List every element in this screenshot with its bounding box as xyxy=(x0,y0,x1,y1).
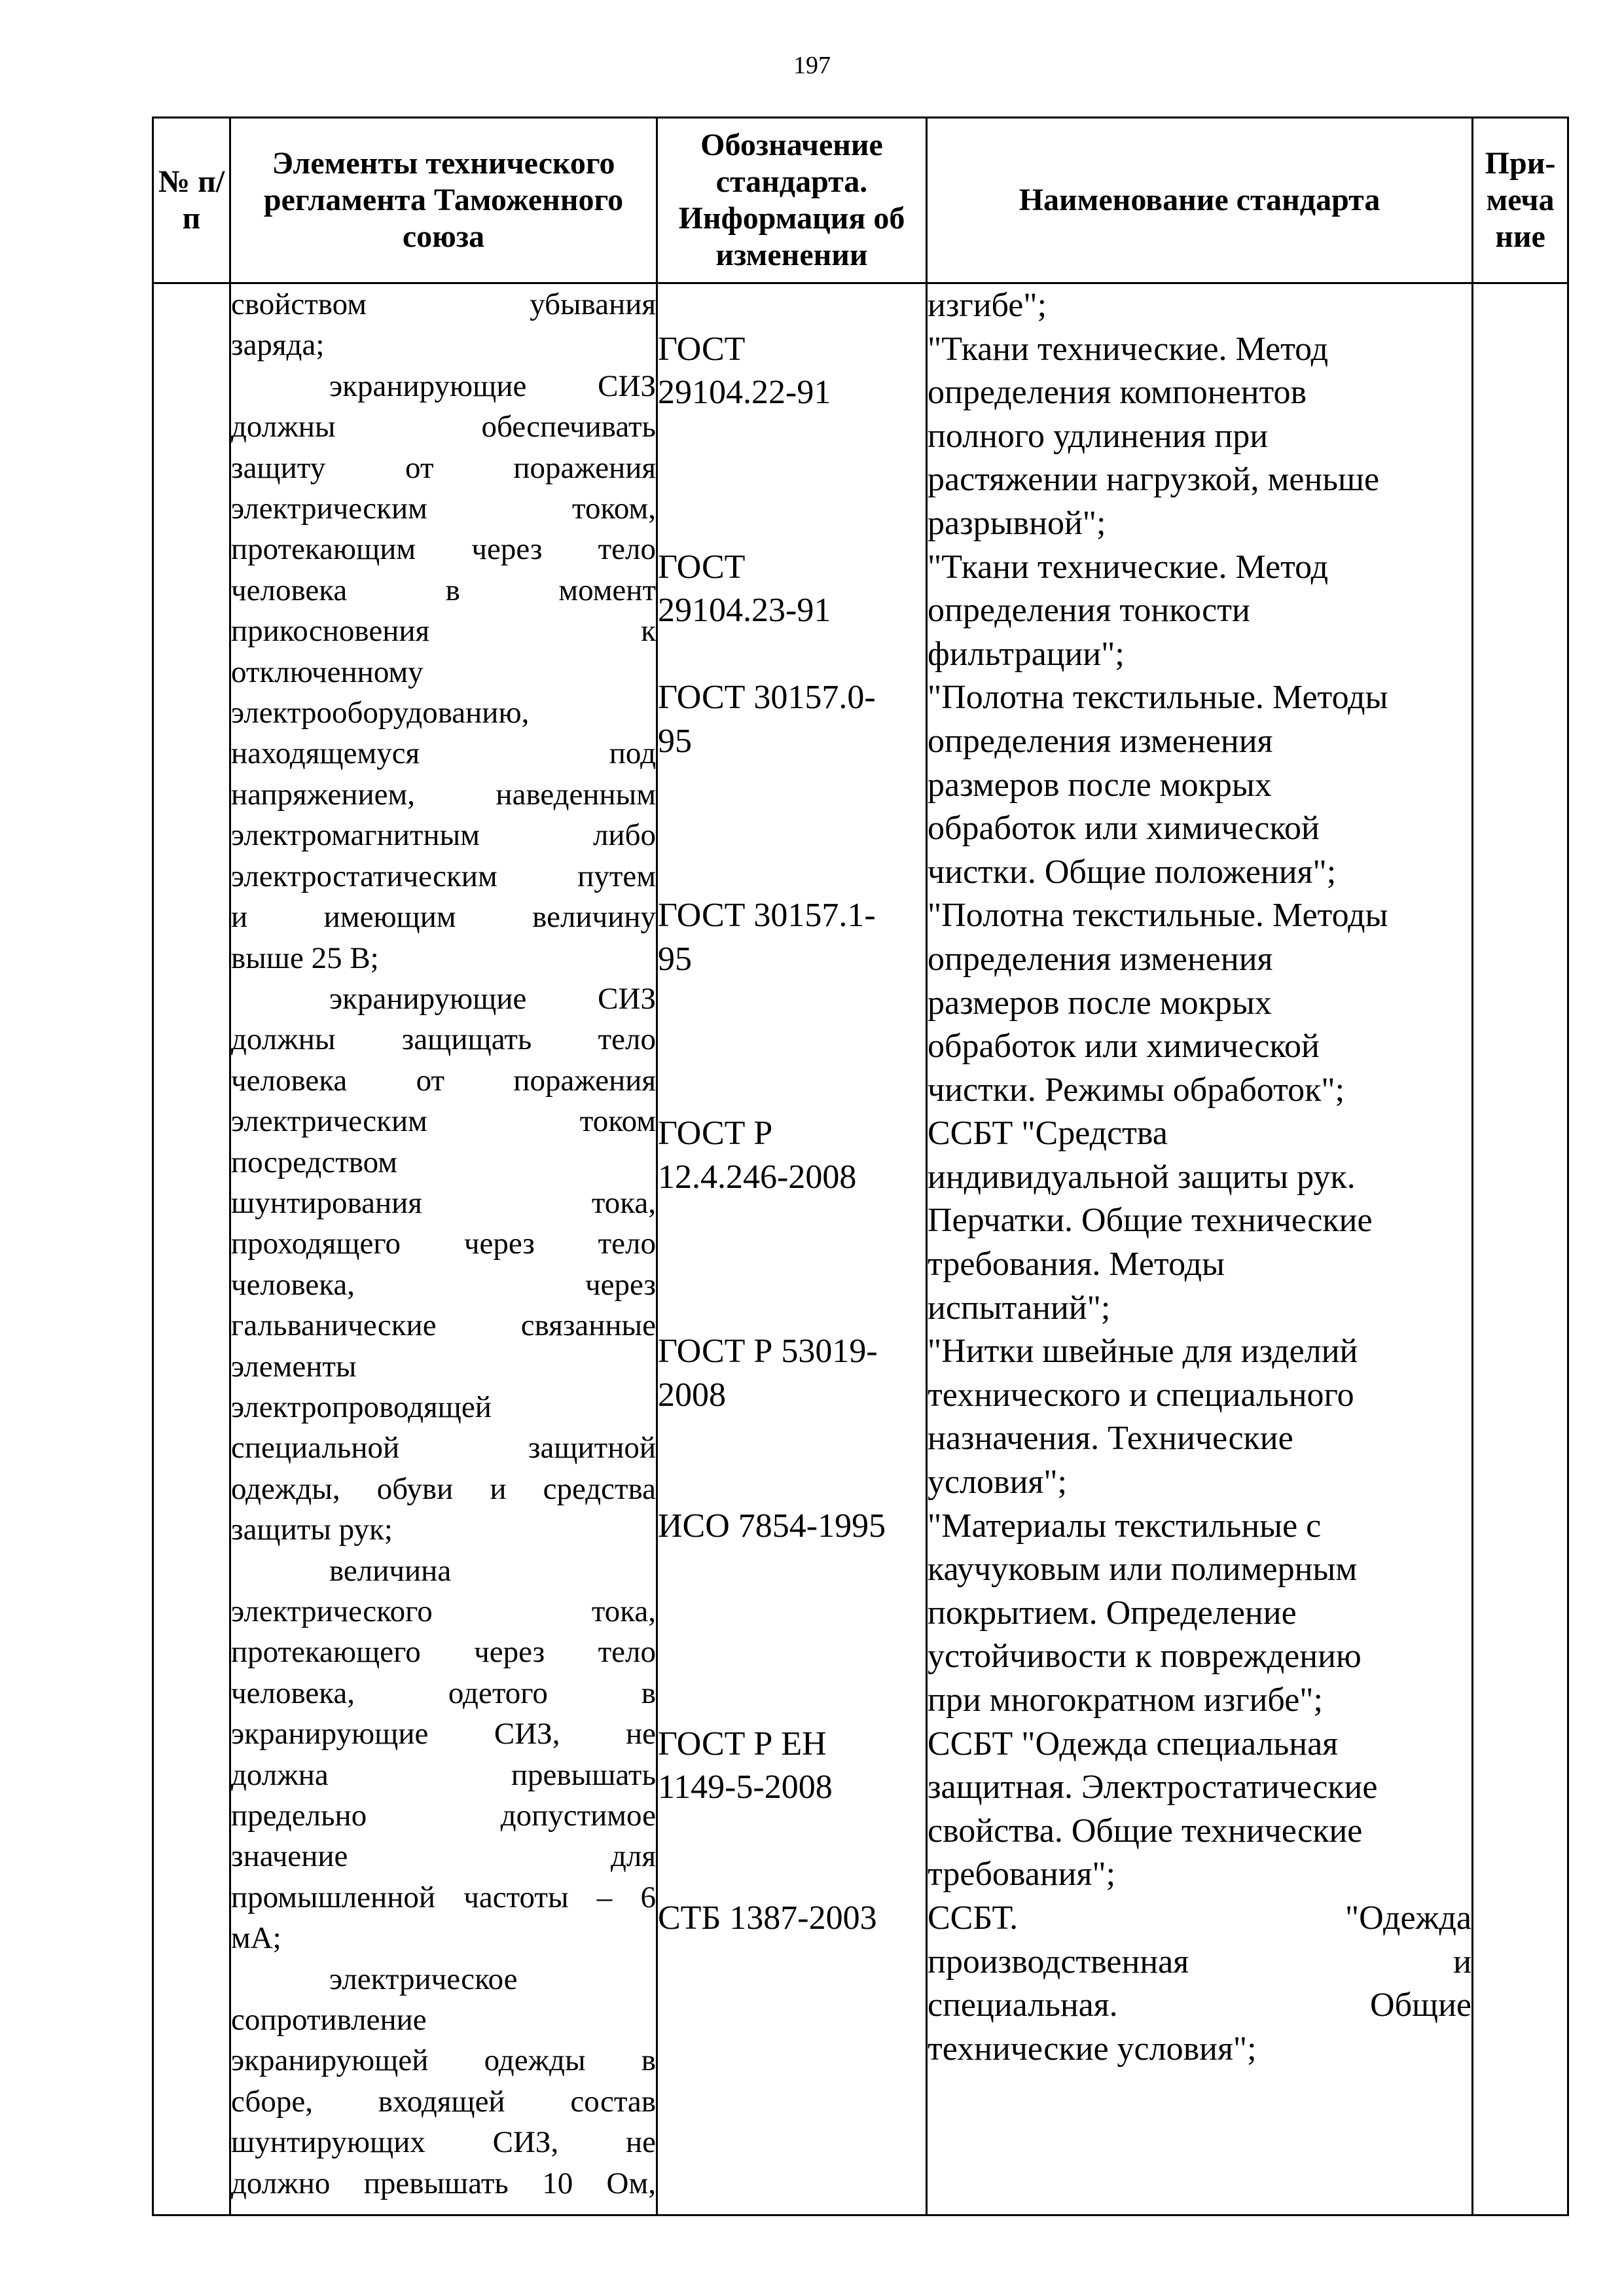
element-text-line: человека, одетого в xyxy=(231,1676,656,1710)
header-note: При-меча ние xyxy=(1473,118,1568,283)
designation-text-line: ГОСТ xyxy=(658,548,746,586)
designation-text-line: 95 xyxy=(658,722,692,760)
designation-group xyxy=(658,1723,926,1897)
name-text-line: устойчивости к повреждению xyxy=(928,1638,1362,1676)
designation-text-line: ГОСТ 30157.1- xyxy=(658,897,876,935)
element-text-line: экранирующей одежды в xyxy=(231,2043,656,2078)
designation-group xyxy=(658,546,926,677)
name-text-line: технического и специального xyxy=(928,1376,1354,1414)
name-text-line: "Материалы текстильные с xyxy=(928,1507,1322,1545)
element-text-line: свойством убывания xyxy=(231,287,656,321)
element-text-line: человека от поражения xyxy=(231,1063,656,1098)
element-text-line: электропроводящей xyxy=(231,1390,492,1424)
cell-designation xyxy=(657,283,927,2215)
name-text-line: "Полотна текстильные. Методы xyxy=(928,679,1388,717)
element-text-line: выше 25 В; xyxy=(231,941,379,975)
designation-group xyxy=(658,1897,926,2071)
name-text-line: Перчатки. Общие технические xyxy=(928,1202,1373,1240)
designation-text-line xyxy=(658,1984,926,2028)
name-group xyxy=(928,328,1471,546)
name-text-line: специальная. Общие xyxy=(928,1986,1471,2024)
cell-elements xyxy=(230,283,657,2215)
element-text-line: шунтирующих СИЗ, не xyxy=(231,2125,656,2160)
header-name: Наименование стандарта xyxy=(927,118,1473,283)
designation-spacer xyxy=(658,284,926,328)
name-text-line: при многократном изгибе"; xyxy=(928,1681,1323,1719)
name-text-line: требования. Методы xyxy=(928,1246,1225,1283)
name-text-line: изгибе"; xyxy=(928,287,1047,324)
header-designation: Обозначение стандарта. Информация об изменении xyxy=(657,118,927,283)
name-text-line: технические условия"; xyxy=(928,2030,1257,2068)
element-text-line: защиту от поражения xyxy=(231,450,656,485)
table-header-row xyxy=(153,118,1568,283)
element-text-line: проходящего через тело xyxy=(231,1227,656,1261)
designation-group xyxy=(658,676,926,894)
name-text-line: каучуковым или полимерным xyxy=(928,1551,1358,1588)
element-text-line: специальной защитной xyxy=(231,1431,656,1465)
element-text-line: гальванические связанные xyxy=(231,1308,656,1343)
element-text-line: сборе, входящей состав xyxy=(231,2084,656,2119)
designation-text-line xyxy=(658,458,926,502)
designation-text-line xyxy=(658,764,926,808)
name-text-line: "Нитки швейные для изделий xyxy=(928,1333,1358,1371)
name-text-line: защитная. Электростатические xyxy=(928,1768,1378,1806)
designation-text-line xyxy=(658,1548,926,1592)
designation-text-line: 12.4.246-2008 xyxy=(658,1158,857,1196)
element-text-line: находящемуся под xyxy=(231,736,656,771)
name-text-line: "Ткани технические. Метод xyxy=(928,548,1329,586)
name-text-line: свойства. Общие технические xyxy=(928,1812,1363,1850)
designation-text-line xyxy=(658,1461,926,1505)
name-text-line: ССБТ "Одежда специальная xyxy=(928,1725,1339,1763)
element-text-line: мА; xyxy=(231,1921,281,1956)
name-text-line: "Полотна текстильные. Методы xyxy=(928,897,1388,935)
designation-group xyxy=(658,328,926,546)
element-text-line: электрическим током, xyxy=(231,492,656,526)
designation-text-line xyxy=(658,1679,926,1723)
name-group xyxy=(928,1723,1471,1897)
name-text-line: условия"; xyxy=(928,1463,1068,1501)
element-text-line: электрооборудованию, xyxy=(231,696,530,730)
designation-group xyxy=(658,1505,926,1723)
element-text-line: заряда; xyxy=(231,328,325,363)
element-text-line: электростатическим путем xyxy=(231,859,656,893)
element-text-line: экранирующие СИЗ xyxy=(329,368,656,403)
designation-text-line xyxy=(658,502,926,546)
name-text-line: чистки. Общие положения"; xyxy=(928,853,1337,891)
name-text-line: полного удлинения при xyxy=(928,417,1269,455)
element-text-line: сопротивление xyxy=(231,2003,427,2037)
name-text-line: разрывной"; xyxy=(928,504,1106,542)
designation-text-line xyxy=(658,1025,926,1069)
designation-text-line: 29104.22-91 xyxy=(658,374,831,412)
designation-text-line: ГОСТ 30157.0- xyxy=(658,679,876,717)
designation-group xyxy=(658,1330,926,1504)
designation-text-line xyxy=(658,1069,926,1113)
name-text-line: обработок или химической xyxy=(928,1028,1320,1066)
designation-group xyxy=(658,894,926,1112)
element-text-line: элементы xyxy=(231,1349,357,1384)
designation-text-line: 95 xyxy=(658,940,692,978)
designation-text-line xyxy=(658,1243,926,1287)
name-text-line: обработок или химической xyxy=(928,810,1320,848)
element-text-line: электрическое xyxy=(329,1962,518,1996)
name-text-line: определения компонентов xyxy=(928,374,1307,412)
element-text-line: и имеющим величину xyxy=(231,900,656,935)
name-text-line: требования"; xyxy=(928,1856,1116,1893)
element-text-line: экранирующие СИЗ, не xyxy=(231,1717,656,1751)
element-text-line: электромагнитным либо xyxy=(231,818,656,853)
element-text-line: напряжением, наведенным xyxy=(231,777,656,812)
designation-text-line xyxy=(658,2028,926,2072)
designation-text-line: ИСО 7854-1995 xyxy=(658,1507,886,1545)
element-text-line: одежды, обуви и средства xyxy=(231,1471,656,1506)
designation-text-line xyxy=(658,1941,926,1984)
name-text-line: размеров после мокрых xyxy=(928,766,1272,804)
element-text-line: предельно допустимое xyxy=(231,1799,656,1833)
name-text-line: фильтрации"; xyxy=(928,635,1125,673)
element-text-line: протекающим через тело xyxy=(231,532,656,567)
designation-text-line xyxy=(658,1635,926,1679)
cell-num xyxy=(153,283,230,2215)
table-row xyxy=(153,283,1568,2215)
element-text-line: должны обеспечивать xyxy=(231,410,656,444)
element-text-line: должна превышать xyxy=(231,1757,656,1792)
element-text-line: должны защищать тело xyxy=(231,1022,656,1057)
name-text-line: определения изменения xyxy=(928,940,1273,978)
name-text-line: назначения. Технические xyxy=(928,1420,1293,1458)
designation-text-line xyxy=(658,1287,926,1331)
element-text-line: протекающего через тело xyxy=(231,1635,656,1670)
designation-text-line: ГОСТ xyxy=(658,330,746,368)
header-num: № п/п xyxy=(153,118,230,283)
designation-text-line xyxy=(658,1199,926,1243)
element-text-line: электрического тока, xyxy=(231,1594,656,1628)
name-text-line: "Ткани технические. Метод xyxy=(928,330,1329,368)
name-text-line: испытаний"; xyxy=(928,1289,1111,1327)
name-group xyxy=(928,1897,1471,2071)
name-text-line: чистки. Режимы обработок"; xyxy=(928,1071,1345,1109)
element-text-line: промышленной частоты – 6 xyxy=(231,1880,656,1914)
element-text-line: человека, через xyxy=(231,1267,656,1302)
designation-text-line: ГОСТ Р xyxy=(658,1115,773,1153)
element-text-line: отключенному xyxy=(231,655,424,689)
designation-text-line xyxy=(658,982,926,1026)
name-text-line: растяжении нагрузкой, меньше xyxy=(928,461,1380,499)
designation-text-line xyxy=(658,633,926,677)
designation-text-line: ГОСТ Р 53019- xyxy=(658,1333,878,1371)
element-text-line: должно превышать 10 Ом, xyxy=(231,2166,656,2200)
standards-table xyxy=(152,117,1569,2216)
name-text-line: ССБТ "Средства xyxy=(928,1115,1168,1153)
name-group xyxy=(928,894,1471,1112)
designation-text-line: 1149-5-2008 xyxy=(658,1768,833,1806)
designation-text-line xyxy=(658,1810,926,1854)
designation-text-line xyxy=(658,1592,926,1636)
designation-text-line: ГОСТ Р ЕН xyxy=(658,1725,827,1763)
cell-note xyxy=(1473,283,1568,2215)
cell-name xyxy=(927,283,1473,2215)
element-text-line: человека в момент xyxy=(231,573,656,607)
element-text-line: электрическим током xyxy=(231,1104,656,1139)
name-group xyxy=(928,1112,1471,1330)
element-text-line: защиты рук; xyxy=(231,1513,393,1547)
name-text-line: определения изменения xyxy=(928,722,1273,760)
name-group xyxy=(928,1505,1471,1723)
designation-text-line: 29104.23-91 xyxy=(658,592,831,630)
name-group xyxy=(928,546,1471,677)
element-text-line: прикосновения к xyxy=(231,614,656,649)
name-text-line: производственная и xyxy=(928,1943,1471,1981)
designation-text-line xyxy=(658,807,926,851)
name-group xyxy=(928,1330,1471,1504)
name-text-line: покрытием. Определение xyxy=(928,1594,1297,1632)
designation-text-line xyxy=(658,415,926,459)
page-number: 197 xyxy=(793,52,831,79)
designation-text-line: СТБ 1387-2003 xyxy=(658,1899,877,1937)
name-text-line: индивидуальной защиты рук. xyxy=(928,1158,1356,1196)
element-text-line: посредством xyxy=(231,1145,397,1179)
name-group xyxy=(928,676,1471,894)
designation-text-line xyxy=(658,851,926,895)
designation-text-line: 2008 xyxy=(658,1376,726,1414)
element-text-line: величина xyxy=(329,1553,452,1588)
header-elements: Элементы технического регламента Таможенного союза xyxy=(230,118,657,283)
designation-text-line xyxy=(658,1417,926,1461)
name-text-line: определения тонкости xyxy=(928,592,1250,630)
designation-group xyxy=(658,1112,926,1330)
element-text-line: экранирующие СИЗ xyxy=(329,981,656,1016)
name-text-line: размеров после мокрых xyxy=(928,984,1272,1022)
designation-text-line xyxy=(658,1853,926,1897)
element-text-line: шунтирования тока, xyxy=(231,1185,656,1220)
element-text-line: значение для xyxy=(231,1839,656,1874)
name-text-line: ССБТ. "Одежда xyxy=(928,1899,1471,1937)
